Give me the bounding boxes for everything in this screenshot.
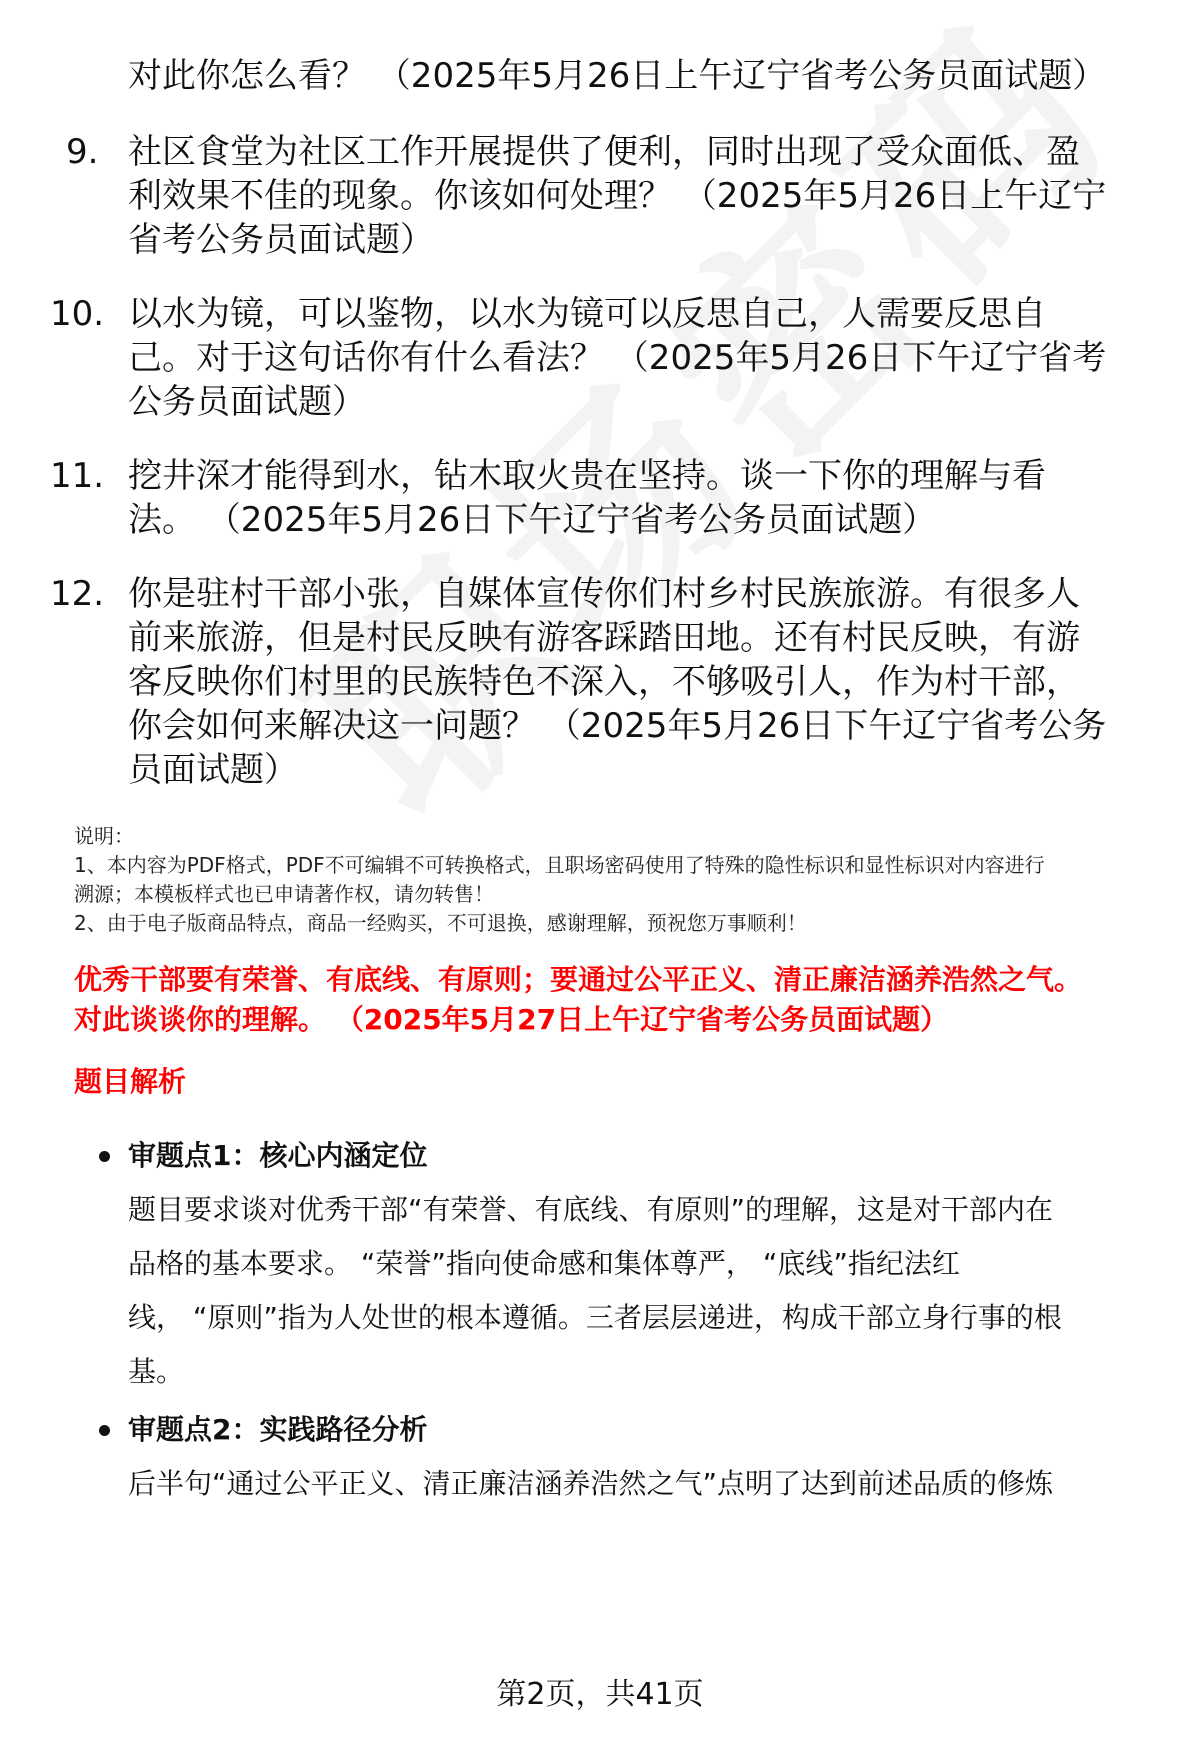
- question-10-line: 己。对于这句话你有什么看法？ （2025年5月26日下午辽宁省考: [128, 338, 1107, 378]
- question-12-line: 你是驻村干部小张，自媒体宣传你们村乡村民族旅游。有很多人: [128, 574, 1080, 614]
- analysis-title: 题目解析: [74, 1065, 187, 1098]
- bullet-icon: [99, 1425, 110, 1436]
- bullet-icon: [99, 1151, 110, 1162]
- notes-title: 说明：: [74, 824, 134, 848]
- question-12-line: 员面试题）: [128, 750, 298, 790]
- question-10-number: 10.: [50, 294, 105, 334]
- point-1-heading: 审题点1：核心内涵定位: [128, 1139, 428, 1172]
- point-1-line: 线， “原则”指为人处世的根本遵循。三者层层递进，构成干部立身行事的根: [128, 1301, 1062, 1334]
- notes-line: 溯源；本模板样式也已申请著作权，请勿转售！: [74, 882, 494, 906]
- question-8-tail: 对此你怎么看？ （2025年5月26日上午辽宁省考公务员面试题）: [128, 56, 1107, 96]
- point-2-heading: 审题点2：实践路径分析: [128, 1413, 428, 1446]
- question-9-line: 省考公务员面试题）: [128, 220, 434, 260]
- point-1-line: 基。: [128, 1355, 185, 1388]
- question-9-line: 利效果不佳的现象。你该如何处理？ （2025年5月26日上午辽宁: [128, 176, 1107, 216]
- notes-line: 2、由于电子版商品特点，商品一经购买，不可退换，感谢理解，预祝您万事顺利！: [74, 911, 807, 935]
- point-2-line: 后半句“通过公平正义、清正廉洁涵养浩然之气”点明了达到前述品质的修炼: [128, 1467, 1054, 1500]
- question-12-line: 你会如何来解决这一问题？ （2025年5月26日下午辽宁省考公务: [128, 706, 1107, 746]
- question-9-line: 社区食堂为社区工作开展提供了便利，同时出现了受众面低、盈: [128, 132, 1080, 172]
- page-number: 第2页，共41页: [496, 1677, 704, 1712]
- question-12-number: 12.: [50, 574, 105, 614]
- question-11-number: 11.: [50, 456, 105, 496]
- question-9-number: 9.: [66, 132, 99, 172]
- question-12-line: 前来旅游，但是村民反映有游客踩踏田地。还有村民反映，有游: [128, 618, 1080, 658]
- question-11-line: 挖井深才能得到水，钻木取火贵在坚持。谈一下你的理解与看: [128, 456, 1046, 496]
- question-10-line: 以水为镜，可以鉴物，以水为镜可以反思自己，人需要反思自: [128, 294, 1046, 334]
- question-10-line: 公务员面试题）: [128, 382, 366, 422]
- featured-question-line: 对此谈谈你的理解。 （2025年5月27日上午辽宁省考公务员面试题）: [74, 1003, 949, 1036]
- featured-question-line: 优秀干部要有荣誉、有底线、有原则；要通过公平正义、清正廉洁涵养浩然之气。: [74, 963, 1083, 996]
- notes-line: 1、本内容为PDF格式，PDF不可编辑不可转换格式，且职场密码使用了特殊的隐性标识和显性标识对内容进行: [74, 853, 1045, 877]
- question-12-line: 客反映你们村里的民族特色不深入，不够吸引人，作为村干部，: [128, 662, 1080, 702]
- point-1-line: 题目要求谈对优秀干部“有荣誉、有底线、有原则”的理解，这是对干部内在: [128, 1193, 1054, 1226]
- question-11-line: 法。 （2025年5月26日下午辽宁省考公务员面试题）: [128, 500, 937, 540]
- point-1-line: 品格的基本要求。 “荣誉”指向使命感和集体尊严， “底线”指纪法红: [128, 1247, 960, 1280]
